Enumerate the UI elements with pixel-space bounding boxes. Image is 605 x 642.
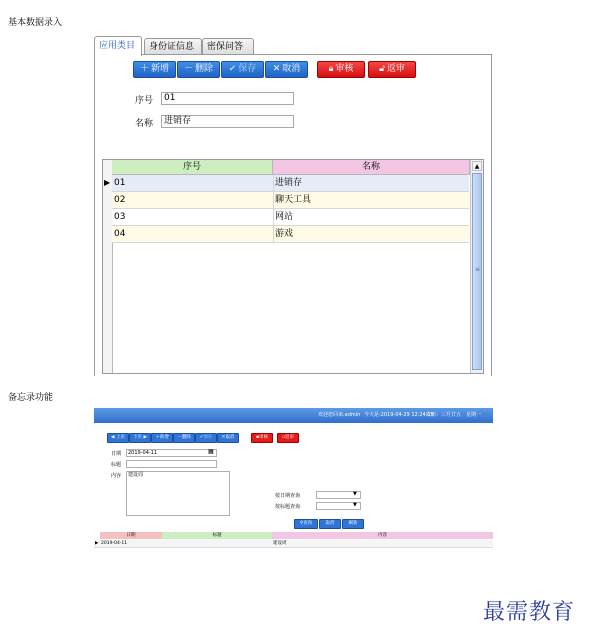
table-row[interactable] bbox=[112, 226, 469, 243]
close-icon: ✕ bbox=[221, 435, 226, 440]
next-label: 下页 bbox=[133, 435, 143, 440]
row-pointer-icon: ▶ bbox=[95, 541, 99, 546]
cell-seq: 01 bbox=[112, 175, 274, 191]
column-header-seq[interactable]: 序号 bbox=[112, 160, 273, 175]
tab-app-category[interactable]: 应用类目 bbox=[94, 36, 142, 56]
filter-cancel-button[interactable]: 取消 bbox=[319, 519, 341, 529]
cell-seq: 03 bbox=[112, 209, 274, 225]
tab-id-card-info[interactable]: 身份证信息 bbox=[144, 38, 202, 55]
cell-name: 游戏 bbox=[275, 229, 294, 239]
status-bar bbox=[94, 408, 493, 423]
lock-icon: ▪ bbox=[255, 435, 260, 440]
table-row[interactable] bbox=[112, 192, 469, 209]
column-header-title[interactable]: 标题 bbox=[162, 532, 272, 539]
save-label: 保存 bbox=[238, 64, 257, 74]
unlock-icon: 🔓︎ bbox=[379, 64, 385, 74]
tab-security-qa[interactable]: 密保问答 bbox=[202, 38, 254, 55]
grip-icon: ≡ bbox=[475, 266, 481, 273]
calendar-icon[interactable]: ▦ bbox=[208, 448, 214, 455]
datetime-text: 今天是:2019-04-29 12:24:19 bbox=[364, 412, 434, 418]
delete-label: 删除 bbox=[195, 64, 214, 74]
unapprove-button[interactable] bbox=[368, 61, 416, 78]
weekday-text: 星期一 bbox=[466, 412, 482, 418]
memo-unapprove-button[interactable] bbox=[277, 433, 299, 443]
prev-page-button[interactable] bbox=[107, 433, 129, 443]
check-icon: ✔ bbox=[199, 435, 204, 440]
date-label: 日期 bbox=[111, 451, 122, 457]
search-icon: ⚲ bbox=[299, 521, 304, 526]
add-label: 新增 bbox=[159, 435, 169, 440]
cell-name: 网站 bbox=[275, 212, 294, 222]
chevron-down-icon[interactable]: ▼ bbox=[353, 491, 357, 497]
column-header-date[interactable]: 日期 bbox=[100, 532, 162, 539]
watermark-logo: 最需教育 bbox=[483, 600, 576, 625]
cancel-label: 取消 bbox=[282, 64, 301, 74]
unapprove-label: 返审 bbox=[285, 435, 295, 440]
date-input[interactable]: 2019-04-11 bbox=[126, 449, 217, 457]
close-icon: ✕ bbox=[272, 64, 281, 74]
cell-name: 进销存 bbox=[275, 178, 303, 188]
cell-title bbox=[162, 540, 271, 547]
minus-icon: － bbox=[177, 435, 182, 440]
cell-name: 聊天工具 bbox=[275, 195, 312, 205]
content-textarea[interactable]: 建设周 bbox=[126, 471, 230, 516]
memo-delete-button[interactable] bbox=[173, 433, 195, 443]
cell-seq: 04 bbox=[112, 226, 274, 242]
column-header-content[interactable]: 内容 bbox=[272, 532, 493, 539]
memo-add-button[interactable] bbox=[151, 433, 173, 443]
prev-arrow-icon: ◀ bbox=[111, 435, 116, 440]
approve-button[interactable] bbox=[317, 61, 365, 78]
plus-icon: ＋ bbox=[155, 435, 160, 440]
save-button[interactable] bbox=[221, 61, 264, 78]
delete-button[interactable] bbox=[177, 61, 220, 78]
add-label: 新增 bbox=[151, 64, 170, 74]
tab-content bbox=[94, 54, 492, 376]
minus-icon: － bbox=[183, 64, 193, 74]
seq-label: 序号 bbox=[135, 96, 154, 106]
cancel-button[interactable] bbox=[265, 61, 308, 78]
content-label: 内容 bbox=[111, 473, 122, 479]
section-title-basic-data: 基本数据录入 bbox=[8, 18, 63, 28]
prev-label: 上页 bbox=[115, 435, 125, 440]
name-input[interactable]: 进销存 bbox=[161, 115, 294, 128]
filter-title-label: 按标题查询 bbox=[275, 504, 301, 510]
table-row[interactable] bbox=[112, 209, 469, 226]
filter-date-label: 按日期查询 bbox=[275, 493, 301, 499]
lock-icon: 🔒︎ bbox=[328, 64, 334, 74]
check-icon: ✔ bbox=[228, 64, 237, 74]
scroll-up-arrow-icon[interactable]: ▲ bbox=[472, 161, 482, 171]
tab-strip bbox=[94, 36, 492, 55]
welcome-text: 欢迎您回来:admin bbox=[318, 412, 361, 418]
seq-input[interactable]: 01 bbox=[161, 92, 294, 105]
memo-approve-button[interactable] bbox=[251, 433, 273, 443]
cancel-label: 取消 bbox=[225, 435, 235, 440]
memo-save-button[interactable] bbox=[195, 433, 217, 443]
query-label: 查询 bbox=[303, 521, 313, 526]
unapprove-label: 返审 bbox=[386, 64, 405, 74]
basic-data-panel bbox=[94, 36, 492, 376]
next-arrow-icon: ▶ bbox=[142, 435, 147, 440]
chevron-down-icon[interactable]: ▼ bbox=[353, 502, 357, 508]
add-button[interactable] bbox=[133, 61, 176, 78]
vertical-scrollbar[interactable] bbox=[470, 160, 483, 373]
scrollbar-thumb[interactable] bbox=[472, 173, 482, 370]
memo-grid bbox=[94, 532, 493, 642]
cell-date: 2019-04-11 bbox=[101, 541, 128, 546]
save-label: 保存 bbox=[203, 435, 213, 440]
cell-content: 建设周 bbox=[273, 541, 287, 546]
cell-seq: 02 bbox=[112, 192, 274, 208]
approve-label: 审核 bbox=[259, 435, 269, 440]
lunar-date-text: 农历：三月廿五 bbox=[426, 412, 462, 418]
approve-label: 审核 bbox=[335, 64, 354, 74]
column-header-name[interactable]: 名称 bbox=[273, 160, 470, 175]
unlock-icon: ▫ bbox=[281, 435, 286, 440]
next-page-button[interactable] bbox=[129, 433, 151, 443]
row-pointer-icon: ▶ bbox=[104, 178, 111, 187]
memo-panel bbox=[94, 408, 493, 642]
plus-icon: ＋ bbox=[139, 64, 149, 74]
category-grid bbox=[102, 159, 484, 374]
name-label: 名称 bbox=[135, 119, 154, 129]
query-button[interactable] bbox=[294, 519, 318, 529]
delete-label: 删除 bbox=[181, 435, 191, 440]
memo-cancel-button[interactable] bbox=[217, 433, 239, 443]
refresh-button[interactable]: 刷新 bbox=[342, 519, 364, 529]
title-input[interactable] bbox=[126, 460, 217, 468]
title-label: 标题 bbox=[111, 462, 122, 468]
section-title-memo: 备忘录功能 bbox=[8, 393, 54, 403]
table-row[interactable] bbox=[112, 175, 469, 192]
memo-body bbox=[94, 423, 493, 642]
